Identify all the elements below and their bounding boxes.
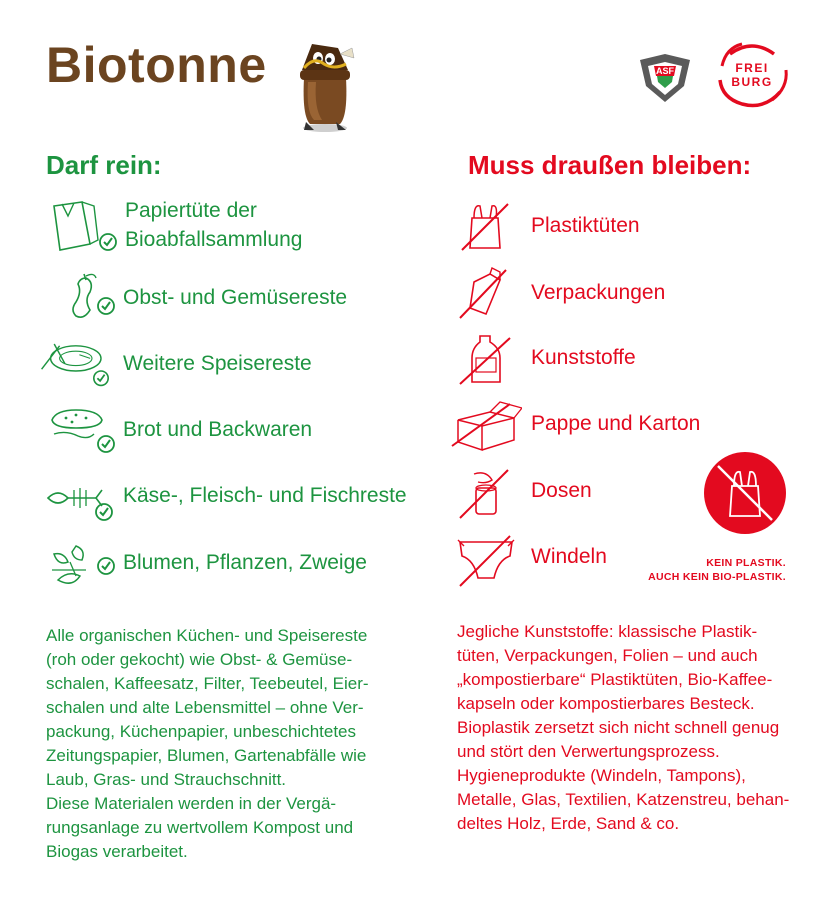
forbidden-description-line: deltes Holz, Erde, Sand & co. [457, 814, 680, 833]
allowed-item-label: Bioabfallsammlung [125, 228, 303, 251]
allowed-heading: Darf rein: [46, 150, 162, 180]
allowed-item-label: Brot und Backwaren [123, 418, 313, 441]
allowed-description-line: Biogas verarbeitet. [46, 842, 188, 861]
forbidden-description-line: tüten, Verpackungen, Folien – und auch [457, 646, 758, 665]
allowed-description-line: schalen, Kaffeesatz, Filter, Teebeutel, Eier- [46, 674, 369, 693]
allowed-item-label: Obst- und Gemüsereste [123, 286, 348, 309]
bio-bin-mascot-icon [290, 34, 360, 134]
freiburg-logo-line2: BURG [731, 75, 773, 89]
allowed-item-cheese-meat-fish [123, 481, 407, 510]
bread-icon [46, 404, 118, 460]
no-plastic-badge-icon [704, 452, 786, 534]
no-plastic-note [640, 556, 786, 584]
forbidden-description-line: kapseln oder kompostierbares Besteck. [457, 694, 755, 713]
plastic-bag-icon [456, 200, 516, 256]
plastic-bottle-icon [456, 332, 516, 388]
allowed-description [46, 624, 436, 864]
forbidden-description-line: und stört den Verwertungsprozess. [457, 742, 720, 761]
forbidden-item-packaging: Verpackungen [531, 281, 666, 304]
asf-logo [636, 52, 694, 104]
allowed-description-line: Alle organischen Küchen- und Speisereste [46, 626, 368, 645]
allowed-description-line: packung, Küchenpapier, unbeschichtetes [46, 722, 357, 741]
allowed-description-line: schalen und alte Lebensmittel – ohne Ver- [46, 698, 364, 717]
allowed-item-label: Käse-, Fleisch- und Fischreste [123, 484, 407, 507]
forbidden-description-line: Hygieneprodukte (Windeln, Tampons), [457, 766, 746, 785]
allowed-item-fruit-veg [123, 283, 347, 312]
no-plastic-line1: KEIN PLASTIK. [706, 557, 786, 569]
allowed-item-label: Weitere Speisereste [123, 352, 312, 375]
forbidden-item-diapers: Windeln [531, 545, 607, 568]
asf-logo-text: ASF [656, 66, 674, 76]
carton-icon [456, 266, 516, 322]
paper-bag-icon [48, 198, 120, 254]
can-icon [456, 466, 516, 522]
allowed-description-line: (roh oder gekocht) wie Obst- & Gemüse- [46, 650, 353, 669]
forbidden-heading: Muss draußen bleiben: [468, 150, 752, 180]
allowed-item-label: Blumen, Pflanzen, Zweige [123, 551, 367, 574]
freiburg-logo [712, 40, 792, 110]
page-title: Biotonne [46, 37, 267, 93]
cardboard-box-icon [450, 398, 522, 454]
allowed-description-line: Zeitungspapier, Blumen, Gartenabfälle wie [46, 746, 367, 765]
forbidden-description-line: Metalle, Glas, Textilien, Katzenstreu, behan- [457, 790, 790, 809]
allowed-description-line: rungsanlage zu wertvollem Kompost und [46, 818, 354, 837]
allowed-description-line: Laub, Gras- und Strauchschnitt. [46, 770, 287, 789]
allowed-item-bread [123, 415, 312, 444]
forbidden-item-cans: Dosen [531, 479, 592, 502]
allowed-item-label: Papiertüte der [125, 199, 257, 222]
forbidden-item-cardboard: Pappe und Karton [531, 412, 701, 435]
apple-core-icon [48, 270, 120, 326]
plants-icon [46, 540, 118, 596]
allowed-item-paper-bag [125, 196, 302, 254]
diaper-icon [454, 532, 518, 588]
forbidden-item-plastics: Kunststoffe [531, 346, 636, 369]
forbidden-description-line: „kompostierbare“ Plastiktüten, Bio-Kaffee- [457, 670, 773, 689]
forbidden-description [457, 620, 829, 836]
allowed-item-plants [123, 548, 367, 577]
freiburg-logo-line1: FREI [735, 61, 769, 75]
plate-leftovers-icon [38, 334, 110, 390]
allowed-item-leftovers [123, 349, 312, 378]
no-plastic-line2: AUCH KEIN BIO-PLASTIK. [648, 571, 786, 583]
forbidden-description-line: Jegliche Kunststoffe: klassische Plastik- [457, 622, 758, 641]
fish-bone-icon [44, 472, 116, 528]
forbidden-description-line: Bioplastik zersetzt sich nicht schnell genug [457, 718, 780, 737]
forbidden-item-plastic-bags: Plastiktüten [531, 214, 640, 237]
allowed-description-line: Diese Materialen werden in der Vergä- [46, 794, 337, 813]
